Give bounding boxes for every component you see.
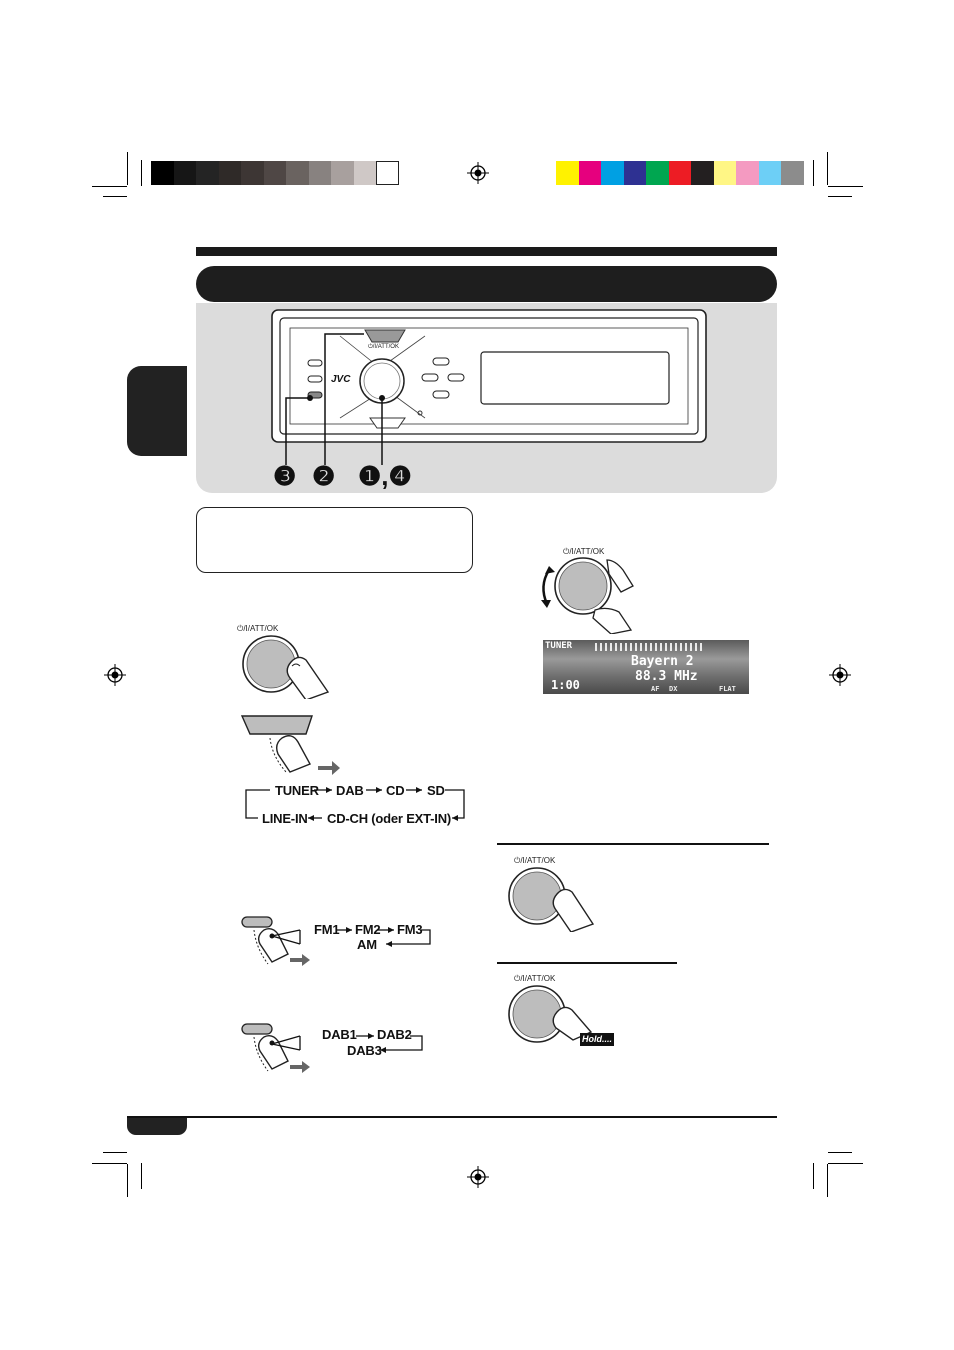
band-dab1: DAB1 <box>322 1027 357 1042</box>
crop-mark <box>827 1164 828 1197</box>
crop-mark <box>813 1163 814 1189</box>
crop-mark <box>828 196 852 197</box>
band-am: AM <box>357 937 377 952</box>
color-swatch <box>624 161 647 185</box>
display-frequency: 88.3 MHz <box>635 669 698 684</box>
color-swatch <box>781 161 804 185</box>
divider-rule <box>497 843 769 845</box>
knob-press-icon <box>236 634 336 699</box>
section-title-band <box>196 266 777 302</box>
crop-mark <box>92 1163 127 1164</box>
registration-mark-icon <box>829 664 851 686</box>
color-swatch <box>151 161 174 185</box>
display-clock: 1:00 <box>551 678 580 692</box>
color-swatch <box>241 161 264 185</box>
band-dab2: DAB2 <box>377 1027 412 1042</box>
color-swatch <box>331 161 354 185</box>
display-eq-mode: FLAT <box>719 685 736 693</box>
crop-mark <box>828 1163 863 1164</box>
color-swatch <box>646 161 669 185</box>
color-swatch <box>174 161 197 185</box>
source-cd: CD <box>386 783 405 798</box>
display-station: Bayern 2 <box>631 654 694 669</box>
source-sd: SD <box>427 783 445 798</box>
color-swatch <box>354 161 377 185</box>
crop-mark <box>103 196 127 197</box>
display-flag-af: AF <box>651 685 660 693</box>
color-swatch <box>219 161 242 185</box>
display-source: TUNER <box>545 641 573 651</box>
level-meter <box>595 643 705 651</box>
color-swatch <box>759 161 782 185</box>
knob-press-icon <box>507 866 607 932</box>
footer-rule <box>127 1116 777 1118</box>
color-swatch <box>264 161 287 185</box>
registration-mark-icon <box>104 664 126 686</box>
radio-display <box>543 640 749 694</box>
page-number-tab <box>127 1118 187 1135</box>
band-dab3: DAB3 <box>347 1043 382 1058</box>
color-swatch <box>286 161 309 185</box>
color-swatch <box>309 161 332 185</box>
callout-lines <box>270 320 410 470</box>
color-swatch <box>691 161 714 185</box>
knob-label: ⏻/I/ATT/OK <box>237 624 279 633</box>
crop-mark <box>813 160 814 186</box>
crop-mark <box>103 1152 127 1153</box>
registration-mark-icon <box>467 162 489 184</box>
source-dab: DAB <box>336 783 364 798</box>
color-swatch <box>669 161 692 185</box>
color-swatch <box>714 161 737 185</box>
callout-3: ❸ <box>273 461 297 491</box>
crop-mark <box>127 152 128 185</box>
knob-label: ⏻/I/ATT/OK <box>563 547 605 556</box>
crop-mark <box>92 186 127 187</box>
color-swatch <box>601 161 624 185</box>
knob-rotate-icon <box>535 556 645 634</box>
crop-mark <box>828 1152 852 1153</box>
crop-mark <box>127 1164 128 1197</box>
crop-mark <box>828 186 863 187</box>
registration-mark-icon <box>467 1166 489 1188</box>
knob-label: ⏻/I/ATT/OK <box>514 856 556 865</box>
crop-mark <box>827 152 828 185</box>
faceplate-knob-label: ⏻/I/ATT/OK <box>368 344 399 350</box>
source-tuner: TUNER <box>275 783 319 798</box>
divider-rule <box>497 962 677 964</box>
color-swatch <box>196 161 219 185</box>
section-rule <box>196 247 777 256</box>
callout-1-4: ❶,❹ <box>358 461 412 491</box>
crop-mark <box>141 160 142 186</box>
source-button-press-icon <box>240 714 340 776</box>
color-swatch <box>376 161 399 185</box>
color-swatch <box>736 161 759 185</box>
crop-mark <box>141 1163 142 1189</box>
color-swatch <box>556 161 579 185</box>
note-box <box>196 507 473 573</box>
band-fm3: FM3 <box>397 922 423 937</box>
color-swatch <box>579 161 602 185</box>
language-side-tab <box>127 366 187 456</box>
band-fm1: FM1 <box>314 922 340 937</box>
source-cd-ch: CD-CH (oder EXT-IN) <box>327 811 452 826</box>
display-flag-dx: DX <box>669 685 678 693</box>
knob-label: ⏻/I/ATT/OK <box>514 974 556 983</box>
hold-badge: Hold.... <box>582 1034 612 1044</box>
callout-2: ❷ <box>312 461 336 491</box>
faceplate-brand: JVC <box>331 374 351 385</box>
source-line-in: LINE-IN <box>262 811 308 826</box>
band-fm2: FM2 <box>355 922 381 937</box>
